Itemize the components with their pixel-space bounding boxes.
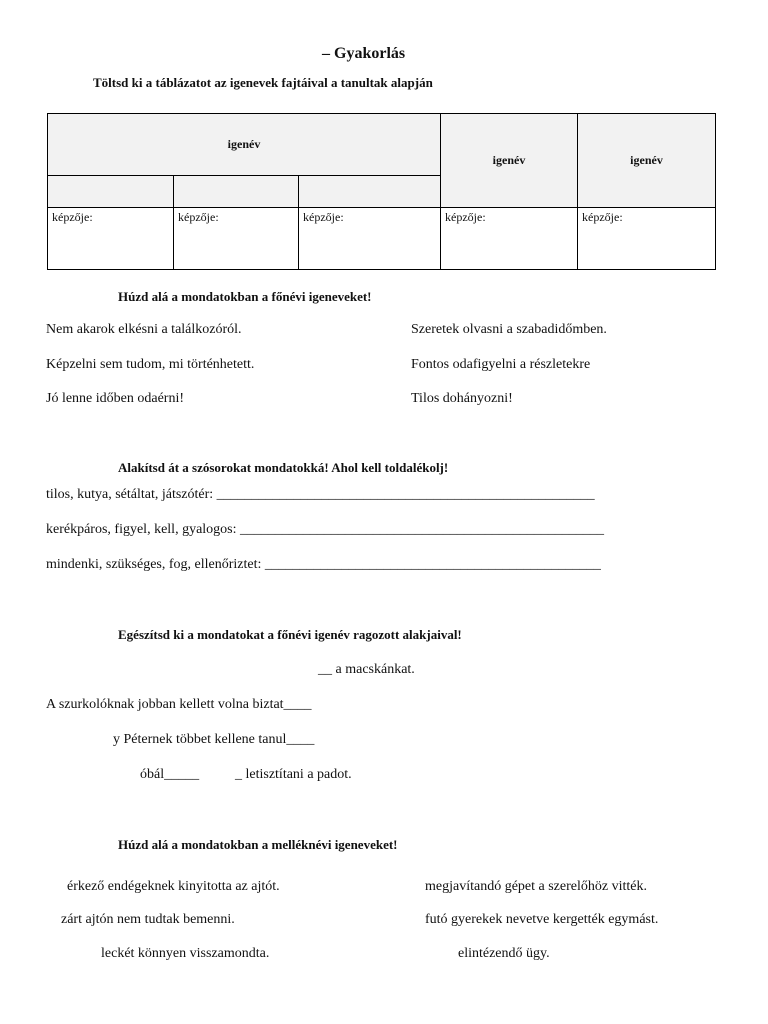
table-header-main: igenév xyxy=(48,114,441,176)
noun-sentence: Képzelni sem tudom, mi történhetett. xyxy=(46,357,255,372)
complete-sentence[interactable]: A szurkolóknak jobban kellett volna biztat____ xyxy=(46,697,312,712)
adj-sentence: érkező endégeknek kinyitotta az ajtót. xyxy=(67,879,280,894)
table-header-col5: igenév xyxy=(578,114,716,208)
table-kepzo-cell[interactable]: képzője: xyxy=(578,208,716,270)
word-row[interactable]: tilos, kutya, sétáltat, játszótér: ______________________________________________________ xyxy=(46,487,595,502)
instruction-complete: Egészítsd ki a mondatokat a főnévi igenév ragozott alakjaival! xyxy=(118,627,462,642)
igenev-table xyxy=(47,113,716,270)
adj-sentence: futó gyerekek nevetve kergették egymást. xyxy=(425,912,659,927)
word-row[interactable]: kerékpáros, figyel, kell, gyalogos: ____________________________________________________ xyxy=(46,522,605,537)
instruction-underline-adj: Húzd alá a mondatokban a melléknévi igeneveket! xyxy=(118,837,398,852)
table-kepzo-cell[interactable]: képzője: xyxy=(48,208,174,270)
table-subheader-cell[interactable] xyxy=(48,176,174,208)
noun-sentence: Fontos odafigyelni a részletekre xyxy=(411,357,591,372)
complete-sentence[interactable]: __ a macskánkat. xyxy=(318,662,415,677)
complete-sentence[interactable]: óbál_____ xyxy=(140,767,200,782)
adj-sentence: megjavítandó gépet a szerelőhöz vitték. xyxy=(425,879,647,894)
instruction-table: Töltsd ki a táblázatot az igenevek fajtáival a tanultak alapján xyxy=(93,75,433,90)
table-header-col4: igenév xyxy=(441,114,578,208)
instruction-transform: Alakítsd át a szósorokat mondatokká! Ahol kell toldalékolj! xyxy=(118,460,449,475)
table-subheader-cell[interactable] xyxy=(174,176,299,208)
adj-sentence: zárt ajtón nem tudtak bemenni. xyxy=(61,912,235,927)
complete-sentence[interactable]: y Péternek többet kellene tanul____ xyxy=(113,732,315,747)
word-row[interactable]: mindenki, szükséges, fog, ellenőriztet: ________________________________________________ xyxy=(46,557,601,572)
table-kepzo-cell[interactable]: képzője: xyxy=(174,208,299,270)
adj-sentence: leckét könnyen visszamondta. xyxy=(101,946,270,961)
noun-sentence: Jó lenne időben odaérni! xyxy=(46,391,185,406)
noun-sentence: Szeretek olvasni a szabadidőmben. xyxy=(411,322,607,337)
table-kepzo-cell[interactable]: képzője: xyxy=(299,208,441,270)
adj-sentence: elintézendő ügy. xyxy=(458,946,550,961)
page-title: – Gyakorlás xyxy=(322,45,406,62)
instruction-underline-noun: Húzd alá a mondatokban a főnévi igeneveket! xyxy=(118,289,372,304)
noun-sentence: Tilos dohányozni! xyxy=(411,391,513,406)
table-subheader-cell[interactable] xyxy=(299,176,441,208)
table-kepzo-cell[interactable]: képzője: xyxy=(441,208,578,270)
complete-sentence[interactable]: _ letisztítani a padot. xyxy=(235,767,352,782)
noun-sentence: Nem akarok elkésni a találkozóról. xyxy=(46,322,242,337)
